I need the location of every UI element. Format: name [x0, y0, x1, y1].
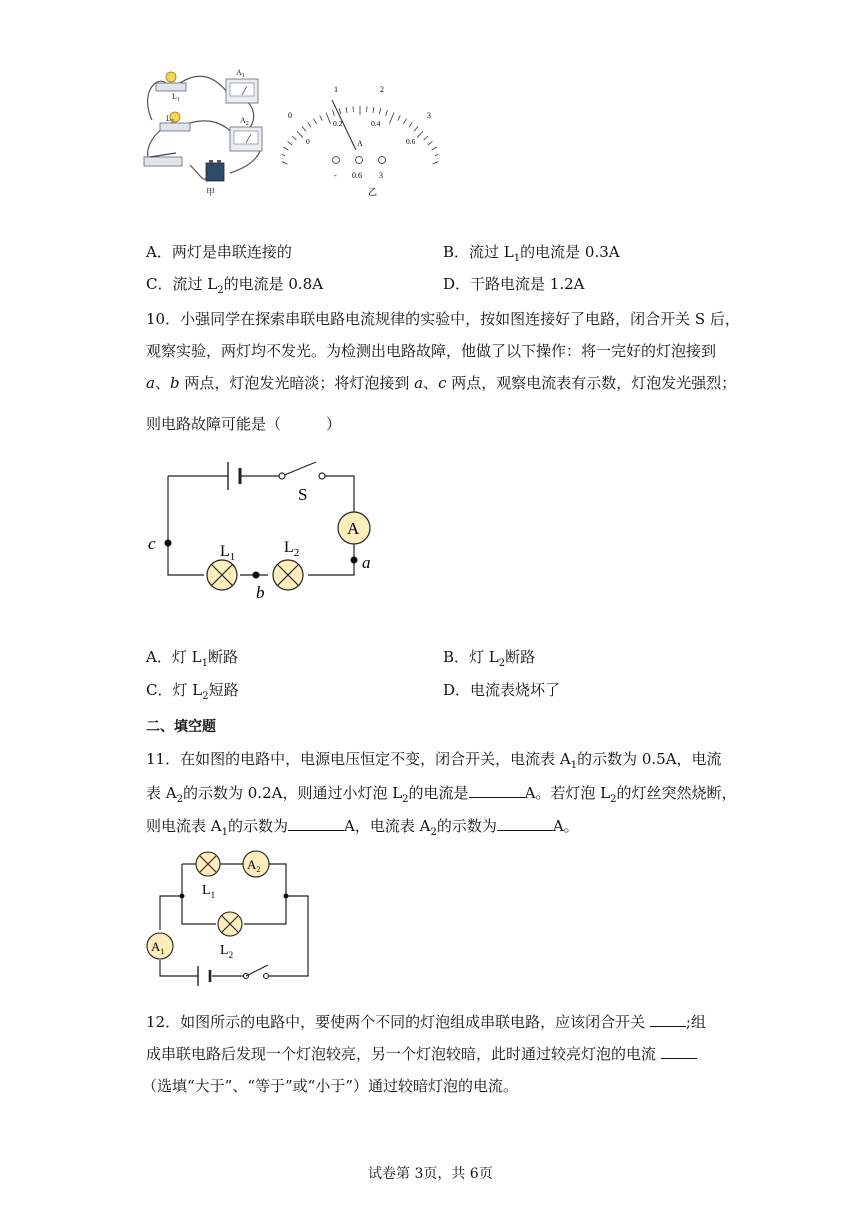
q11-blank-3[interactable] — [497, 815, 553, 831]
dial-tick — [379, 108, 380, 114]
q11-blank-1[interactable] — [469, 782, 525, 798]
q12-line-1: 12．如图所示的电路中，要使两个不同的灯泡组成串联电路，应该闭合开关 ;组 — [146, 1013, 706, 1031]
dial-tick — [390, 113, 395, 124]
lamp-l2-icon — [218, 912, 242, 936]
point-a-label: a — [362, 553, 371, 572]
dial-tick — [373, 107, 374, 113]
dial-tick — [403, 119, 406, 124]
q11-line-3: 则电流表 $A_1$的示数为 A，电流表 $A_2$的示数为 A。 — [146, 817, 579, 838]
terminal-neg-icon — [333, 157, 340, 164]
q11-circuit-figure — [140, 848, 320, 988]
lamp-l1-icon — [196, 852, 220, 876]
bulb-l2-icon — [160, 112, 190, 131]
dial-outer-1: 1 — [334, 85, 338, 94]
figure-9-jia — [130, 65, 290, 200]
lamp-l1-icon — [207, 560, 237, 590]
dial-tick — [288, 141, 293, 145]
dial-scale-ticks — [282, 106, 438, 164]
q10-circuit-figure — [140, 448, 390, 608]
dial-inner-0-2: 0.2 — [333, 119, 343, 128]
q12-line-2: 成串联电路后发现一个灯泡较亮，另一个灯泡较暗，此时通过较亮灯泡的电流 — [146, 1043, 697, 1064]
lamp-l2-label: $L_2$ — [220, 943, 234, 960]
battery-icon — [228, 462, 240, 490]
dial-tick — [435, 153, 438, 156]
dial-tick — [424, 136, 428, 140]
svg-text:A1: $A_1$ — [236, 68, 245, 79]
lamp-l2-icon — [273, 560, 303, 590]
figure-9-yi-caption: 乙 — [368, 187, 378, 197]
point-c-label: c — [148, 534, 156, 553]
q10-option-c: C．灯 $L_2$短路 — [146, 681, 239, 702]
q9-option-a: A．两灯是串联连接的 — [146, 243, 292, 261]
point-b-label: b — [256, 583, 265, 602]
q10-line-1: 10．小强同学在探索串联电路电流规律的实验中，按如图连接好了电路，闭合开关 S 后， — [146, 310, 740, 328]
dial-tick — [320, 115, 323, 120]
dial-tick — [353, 106, 354, 112]
terminal-neg-label: - — [334, 171, 337, 180]
dial-tick — [282, 159, 288, 164]
dial-tick — [367, 106, 368, 112]
ammeter-a2-icon — [230, 127, 262, 151]
dial-tick — [432, 147, 437, 150]
dial-unit: A — [357, 139, 363, 148]
switch-label: S — [298, 485, 308, 504]
point-c-dot — [165, 540, 172, 547]
dial-tick — [282, 153, 285, 156]
lamp-l2-label: $L_2$ — [284, 539, 300, 559]
dial-tick — [297, 131, 303, 138]
dial-inner-0: 0 — [306, 137, 310, 146]
lamp-l1-label: $L_1$ — [202, 883, 216, 900]
dial-tick — [433, 159, 439, 164]
svg-text:L1: $L_1$ — [172, 92, 180, 103]
dial-inner-0-6: 0.6 — [406, 137, 416, 146]
q10-option-a: A．灯 $L_1$断路 — [146, 648, 238, 669]
lamp-l1-label: $L_1$ — [220, 543, 236, 563]
dial-tick — [302, 127, 306, 132]
q12-blank-1[interactable] — [650, 1011, 686, 1027]
switch-icon — [144, 153, 182, 166]
dial-tick — [308, 122, 311, 127]
terminal-3-icon — [379, 157, 386, 164]
dial-tick — [333, 110, 335, 116]
point-b-dot — [253, 572, 260, 579]
junction-left-dot — [180, 894, 185, 899]
q11-line-1: 11．在如图的电路中，电源电压恒定不变，闭合开关，电流表 $A_1$的示数为 0.5A，电流 — [146, 750, 722, 771]
dial-tick — [386, 110, 388, 116]
q12-line-3: （选填“大于”、“等于”或“小于”）通过较暗灯泡的电流。 — [142, 1077, 519, 1095]
figure-9-yi-dial — [282, 78, 438, 200]
dial-tick — [409, 122, 412, 127]
dial-tick — [346, 107, 347, 113]
dial-tick — [283, 147, 288, 150]
svg-text:L2: $L_2$ — [166, 114, 174, 125]
dial-outer-0: 0 — [288, 111, 292, 120]
dial-tick — [417, 131, 423, 138]
terminal-0-6-icon — [356, 157, 363, 164]
dial-outer-2: 2 — [380, 85, 384, 94]
ammeter-a2-label: $A_2$ — [247, 857, 261, 874]
q9-option-c: C．流过 $L_2$的电流是 0.8A — [146, 275, 324, 296]
section-2-title: 二、填空题 — [146, 719, 216, 735]
q9-option-b: B．流过 $L_1$的电流是 0.3A — [443, 243, 620, 264]
point-a-dot — [351, 557, 358, 564]
battery-icon — [206, 160, 224, 181]
q12-blank-2[interactable] — [661, 1043, 697, 1059]
terminal-3-label: 3 — [379, 171, 383, 180]
q10-line-3: a、b 两点，灯泡发光暗淡；将灯泡接到 a、c 两点，观察电流表有示数，灯泡发光强烈； — [146, 374, 737, 392]
q10-line-2: 观察实验，两灯均不发光。为检测出电路故障，他做了以下操作：将一完好的灯泡接到 — [146, 342, 717, 360]
figure-9-jia-caption: 甲 — [206, 187, 216, 197]
q10-option-d: D．电流表烧坏了 — [443, 681, 561, 699]
dial-outer-3: 3 — [427, 111, 431, 120]
q11-line-2: 表 $A_2$的示数为 0.2A，则通过小灯泡 $L_2$的电流是 A。若灯泡 $L_2$的灯丝突然烧断， — [146, 784, 737, 805]
ammeter-label: A — [347, 519, 360, 538]
dial-tick — [414, 127, 418, 132]
dial-tick — [428, 141, 433, 145]
q10-line-4: 则电路故障可能是（ ） — [146, 415, 342, 433]
svg-text:A2: $A_2$ — [240, 116, 249, 127]
dial-tick — [314, 119, 317, 124]
junction-right-dot — [284, 894, 289, 899]
switch-icon — [244, 965, 269, 979]
dial-tick — [339, 108, 340, 114]
ammeter-a1-label: $A_1$ — [151, 939, 165, 956]
battery-icon — [198, 966, 210, 986]
q11-blank-2[interactable] — [288, 815, 344, 831]
dial-tick — [292, 136, 296, 140]
q9-option-d: D．干路电流是 1.2A — [443, 275, 585, 293]
ammeter-a1-icon — [226, 79, 258, 103]
terminal-0-6-label: 0.6 — [352, 171, 362, 180]
page-footer: 试卷第 3页，共 6页 — [368, 1166, 493, 1182]
q10-option-b: B．灯 $L_2$断路 — [443, 648, 536, 669]
dial-inner-0-4: 0.4 — [371, 119, 381, 128]
dial-tick — [398, 115, 401, 120]
dial-tick — [326, 113, 331, 124]
